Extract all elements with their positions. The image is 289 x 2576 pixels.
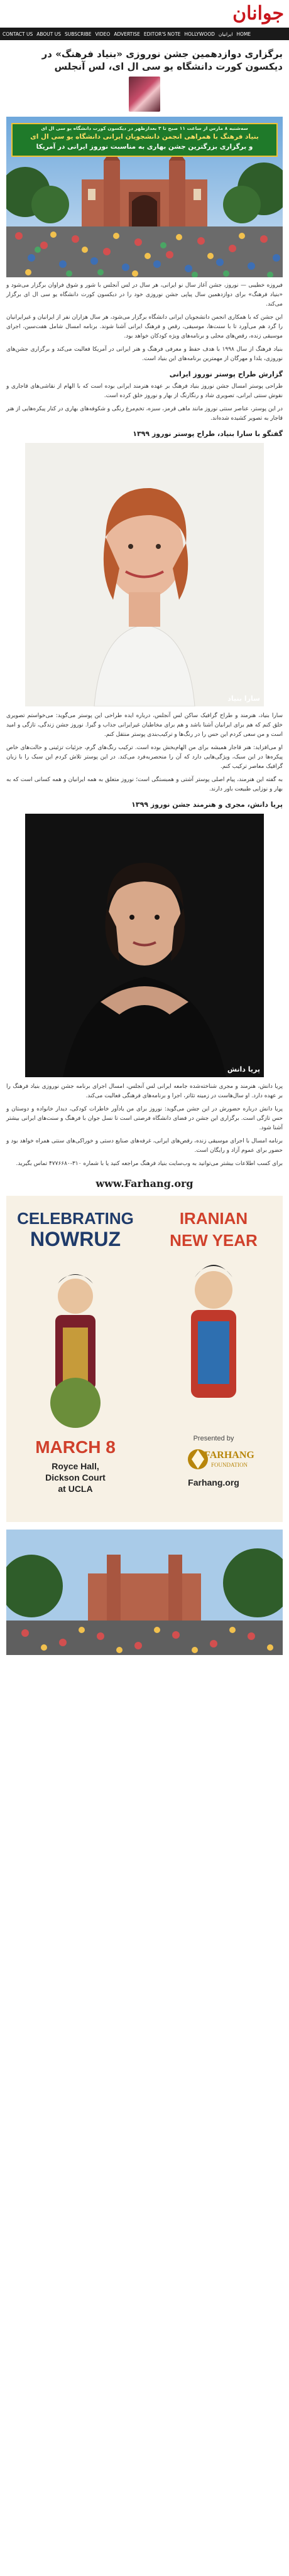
event-banner (11, 123, 278, 157)
article-headline: برگزاری دوازدهمین جشن نوروزی «بنیاد فرهنگ» در دیکسون کورت دانشگاه یو سی ال ای، لس آنجلس (41, 48, 283, 72)
poster-presented-by: Presented by (193, 1435, 234, 1442)
paragraph: این جشن که با همکاری انجمن دانشجویان ایرانی دانشگاه برگزار می‌شود، هر سال هزاران نفر از ایرانیان و غیرایرانیان را گرد هم می‌آورد تا با سنت‌ها، موسیقی، رقص و فرهنگ ایرانی آشنا شوند. برنامه امسال شامل هفت‌سین، اجرای موسیقی زنده، رقص‌های محلی و برنامه‌های ویژه کودکان خواهد بود. (6, 314, 283, 339)
nav-editors-note[interactable]: EDITOR'S NOTE (143, 31, 181, 37)
nav-iranian[interactable]: ایرانیان (218, 31, 233, 37)
poster-left-title-2: NOWRUZ (30, 1228, 121, 1250)
portrait-photo (25, 814, 264, 1077)
nav-hollywood[interactable]: HOLLYWOOD (184, 31, 215, 37)
portrait-illustration (25, 814, 264, 1077)
main-nav (0, 28, 289, 40)
paragraph: طراحی پوستر امسال جشن نوروز بنیاد فرهنگ بر عهده هنرمند ایرانی بوده است که با الهام از نقاشی‌های قاجاری و نقوش سنتی ایرانی، تصویری شاد و رنگارنگ از بهار و نوروز خلق کرده است. (6, 383, 283, 399)
qajar-figure-right (191, 1265, 236, 1398)
poster-org-name-2: FOUNDATION (211, 1462, 248, 1468)
nav-contact-us[interactable]: CONTACT US (3, 31, 33, 37)
article (0, 40, 289, 1169)
paragraph: فیروزه خطیبی — نوروز، جشن آغاز سال نو ایرانی، هر سال در لس آنجلس با شور و شوق فراوان برگزار می‌شود و «بنیاد فرهنگ» برای دوازدهمین سال پیاپی جشن نوروزی خود را در دیکسون کورت دانشگاه یو سی ال ای برگزار می‌کند. (6, 282, 283, 307)
campus-photo-illustration (6, 1530, 283, 1655)
nav-home[interactable]: HOME (236, 31, 251, 37)
paragraph: برنامه امسال با اجرای موسیقی زنده، رقص‌های ایرانی، غرفه‌های صنایع دستی و خوراکی‌های سنتی همراه خواهد بود و حضور برای عموم آزاد و رایگان است. (6, 1138, 283, 1154)
paragraph: برای کسب اطلاعات بیشتر می‌توانید به وب‌سایت بنیاد فرهنگ مراجعه کنید یا با شماره ۳۱۰-۴۷۷۶۶۸۰ تماس بگیرید. (16, 1161, 283, 1167)
poster-right-title-2: NEW YEAR (170, 1231, 258, 1250)
author-avatar (129, 77, 160, 112)
paragraph: در این پوستر، عناصر سنتی نوروز مانند ماهی قرمز، سبزه، تخم‌مرغ رنگی و شکوفه‌های بهاری در کنار پیکره‌هایی از هنر قاجار به تصویر کشیده شده‌اند. (6, 406, 283, 422)
poster-venue-2: Dickson Court (45, 1472, 106, 1482)
paragraph: پریا دانش درباره حضورش در این جشن می‌گوید: نوروز برای من یادآور خاطرات کودکی، دیدار خانواده و دوستان و حس تازگی است. برگزاری این جشن در فضای دانشگاه فرصتی است تا نسل جوان با فرهنگ و سنت‌های ایرانی بیشتر آشنا شود. (6, 1106, 283, 1131)
banner-line-3: و برگزاری بزرگترین جشن بهاری به مناسبت نوروز ایرانی در آمریکا (36, 143, 253, 151)
nav-video[interactable]: VIDEO (95, 31, 111, 37)
poster-org-url: Farhang.org (188, 1477, 239, 1488)
section-subhead: گزارش طراح پوستر نوروز ایرانی (169, 370, 283, 378)
banner-line-1: سه‌شنبه ۸ مارس از ساعت ۱۱ صبح تا ۳ بعدازظهر در دیکسون کورت دانشگاه یو سی ال ای (41, 125, 248, 131)
section-subhead: پریا دانش، مجری و هنرمند جشن نوروز ۱۳۹۹ (131, 801, 283, 809)
nav-advertise[interactable]: ADVERTISE (114, 31, 140, 37)
poster-illustration (6, 1196, 283, 1522)
farhang-url[interactable]: www.Farhang.org (95, 1178, 194, 1190)
nowruz-poster (6, 1196, 283, 1522)
portrait-illustration (25, 443, 264, 706)
paragraph: پریا دانش، هنرمند و مجری شناخته‌شده جامعه ایرانی لس آنجلس، امسال اجرای برنامه جشن نوروزی بنیاد فرهنگ را بر عهده دارد. او سال‌هاست در زمینه تئاتر، اجرا و برنامه‌های فرهنگی فعالیت می‌کند. (6, 1083, 283, 1099)
lead-image (6, 117, 283, 277)
photo-caption: سارا بنیاد (227, 695, 260, 703)
poster-org-name-1: FARHANG (204, 1450, 254, 1461)
site-logo[interactable]: جوانان (232, 3, 284, 24)
paragraph: بنیاد فرهنگ از سال ۱۹۹۸ با هدف حفظ و معرفی فرهنگ و هنر ایرانی در آمریکا فعالیت می‌کند و برگزاری جشن‌های نوروزی، یلدا و مهرگان از مهمترین برنامه‌های این بنیاد است. (6, 346, 283, 362)
paragraph: او می‌افزاید: هنر قاجار همیشه برای من الهام‌بخش بوده است. ترکیب رنگ‌های گرم، جزئیات تزئینی و حالت‌های خاص پیکره‌ها در این سبک، ویژگی‌هایی دارد که آن را منحصربه‌فرد می‌کند. در این پوستر تلاش کردم این سبک را با زبان گرافیک معاصر ترکیب کنم. (6, 745, 283, 770)
portrait-photo (25, 443, 264, 706)
banner-line-2: بنیاد فرهنگ با همراهی انجمن دانشجویان ایرانی دانشگاه یو سی ال ای (30, 133, 259, 141)
paragraph: سارا بنیاد، هنرمند و طراح گرافیک ساکن لس آنجلس، درباره ایده طراحی این پوستر می‌گوید: می‌خواستم تصویری خلق کنم که هم برای ایرانیان آشنا باشد و هم برای مخاطبان غیرایرانی جذاب و گیرا. نوروز جشن زندگی، تازگی و امید است و من سعی کردم این حس را در رنگ‌ها و ترکیب‌بندی پوستر منتقل کنم. (6, 713, 283, 738)
poster-left-title-1: CELEBRATING (17, 1209, 134, 1228)
poster-venue-3: at UCLA (58, 1484, 93, 1494)
photo-caption: پریا دانش (227, 1065, 260, 1073)
masthead (0, 0, 289, 28)
nav-subscribe[interactable]: SUBSCRIBE (64, 31, 92, 37)
poster-venue-1: Royce Hall, (52, 1461, 99, 1471)
nav-about-us[interactable]: ABOUT US (36, 31, 61, 37)
poster-right-title-1: IRANIAN (179, 1209, 248, 1228)
bottom-photo (6, 1530, 283, 1655)
paragraph: به گفته این هنرمند، پیام اصلی پوستر آشتی و همبستگی است؛ نوروز متعلق به همه ایرانیان و همه کسانی است که به بهار و نوزایی طبیعت باور دارند. (6, 777, 283, 792)
section-subhead: گفتگو با سارا بنیاد، طراح پوستر نوروز ۱۳۹۹ (133, 430, 283, 438)
poster-date: MARCH 8 (35, 1437, 116, 1457)
